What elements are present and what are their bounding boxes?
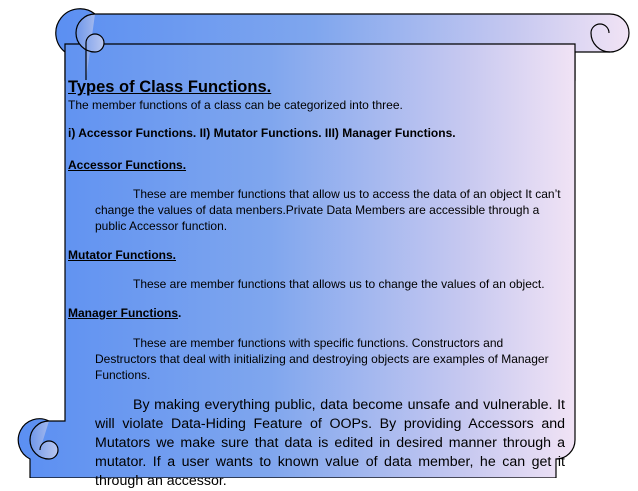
manager-text: These are member functions with specific functions. Constructors and Destructors that deal with initializing and destroying objects are examples of Manager Functions. (95, 336, 549, 382)
page-title: Types of Class Functions. (68, 78, 272, 96)
accessor-text: These are member functions that allow us to access the data of an object It can’t change the values of data menbers.Private Data Members are accessible through a public Accessor function. (95, 187, 561, 233)
manager-heading-wrap (68, 306, 181, 320)
closing-paragraph (95, 396, 565, 491)
mutator-heading: Mutator Functions. (68, 248, 176, 262)
intro-text: The member functions of a class can be categorized into three. (68, 98, 403, 112)
manager-heading-period: . (178, 306, 182, 320)
manager-paragraph (95, 335, 565, 383)
function-types-line: i) Accessor Functions. II) Mutator Functions. III) Manager Functions. (68, 126, 456, 140)
mutator-paragraph (95, 276, 565, 292)
closing-text: By making everything public, data become unsafe and vulnerable. It will violate Data-Hiding Feature of OOPs. By providing Accessors and Mutators we make sure that data is edited in desired manner through a mutator. If a user wants to known value of data member, he can get it through an accessor. (95, 397, 565, 489)
accessor-paragraph (95, 186, 565, 234)
manager-heading: Manager Functions (68, 306, 179, 320)
accessor-heading: Accessor Functions. (68, 158, 187, 172)
mutator-text: These are member functions that allows us to change the values of an object. (133, 277, 545, 291)
